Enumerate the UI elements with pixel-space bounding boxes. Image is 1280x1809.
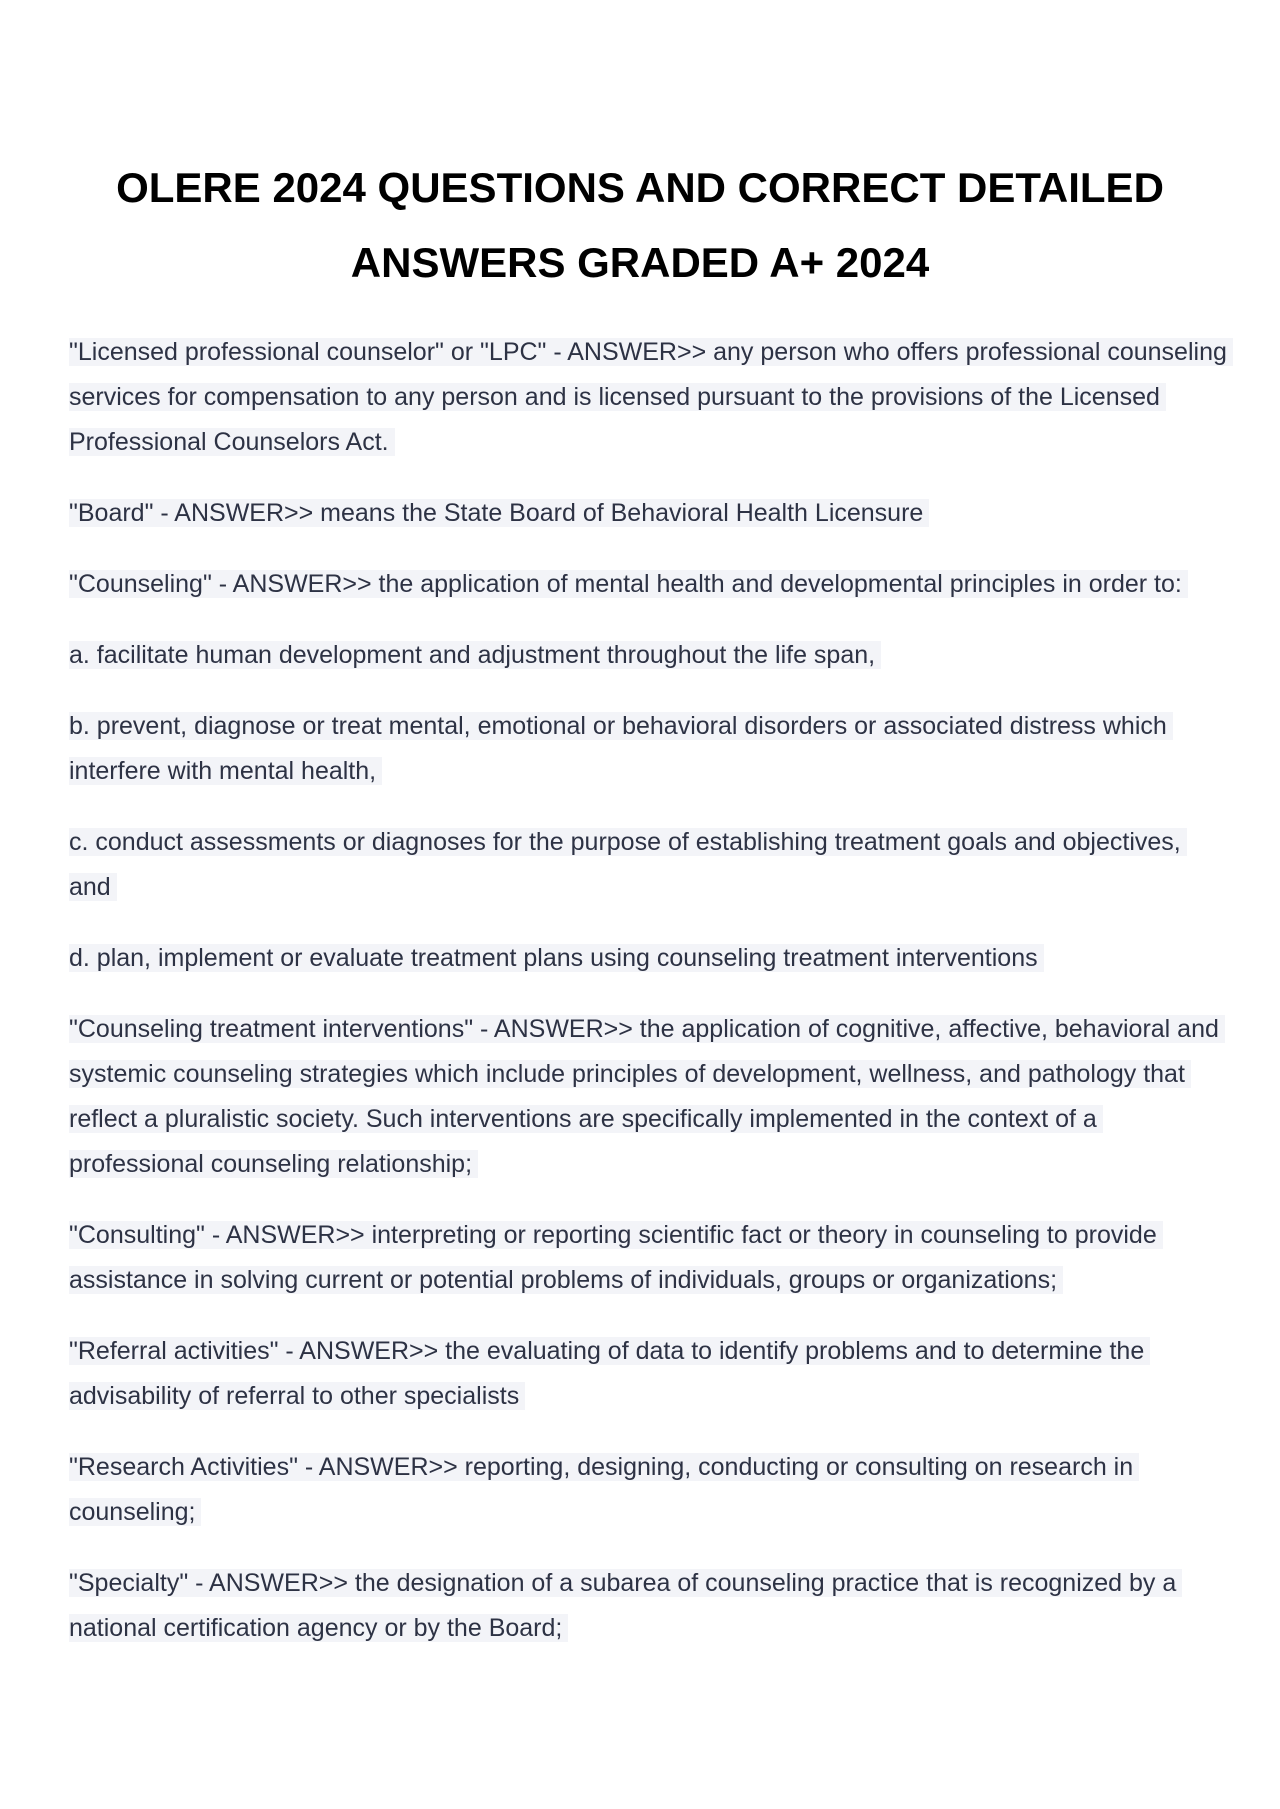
qa-text: "Licensed professional counselor" or "LPC" - ANSWER>> any person who offers professional counseling services for compensation to any person and is licensed pursuant to the provisions of the Licensed Professional Counselors Act.	[69, 338, 1233, 456]
qa-item-board	[69, 491, 1229, 536]
qa-item-referral	[69, 1329, 1229, 1419]
qa-text: "Board" - ANSWER>> means the State Board of Behavioral Health Licensure	[69, 499, 929, 527]
document-title	[60, 150, 1220, 300]
list-item-text: c. conduct assessments or diagnoses for the purpose of establishing treatment goals and objectives, and	[69, 828, 1187, 901]
qa-item-research	[69, 1445, 1229, 1535]
qa-text: "Specialty" - ANSWER>> the designation of a subarea of counseling practice that is recognized by a national certification agency or by the Board;	[69, 1569, 1182, 1642]
qa-item-treatment-interventions	[69, 1007, 1229, 1187]
qa-item-consulting	[69, 1213, 1229, 1303]
list-item-text: b. prevent, diagnose or treat mental, emotional or behavioral disorders or associated distress which interfere with mental health,	[69, 712, 1173, 785]
qa-text: "Counseling" - ANSWER>> the application of mental health and developmental principles in order to:	[69, 570, 1188, 598]
qa-content	[69, 330, 1229, 1677]
title-line-1: OLERE 2024 QUESTIONS AND CORRECT DETAILED	[116, 164, 1164, 211]
list-item-d	[69, 936, 1229, 981]
qa-item-counseling	[69, 562, 1229, 607]
qa-item-lpc	[69, 330, 1229, 465]
list-item-b	[69, 704, 1229, 794]
qa-item-specialty	[69, 1561, 1229, 1651]
qa-text: "Research Activities" - ANSWER>> reporting, designing, conducting or consulting on research in counseling;	[69, 1453, 1139, 1526]
list-item-text: a. facilitate human development and adjustment throughout the life span,	[69, 641, 881, 669]
title-line-2: ANSWERS GRADED A+ 2024	[350, 239, 930, 286]
list-item-c	[69, 820, 1229, 910]
list-item-text: d. plan, implement or evaluate treatment plans using counseling treatment interventions	[69, 944, 1044, 972]
qa-text: "Referral activities" - ANSWER>> the evaluating of data to identify problems and to determine the advisability of referral to other specialists	[69, 1337, 1150, 1410]
qa-text: "Counseling treatment interventions" - ANSWER>> the application of cognitive, affective, behavioral and systemic counseling strategies which include principles of development, wellness, and pathology that reflect a pluralistic society. Such interventions are specifically implemented in the context of a professional counseling relationship;	[69, 1015, 1225, 1178]
qa-text: "Consulting" - ANSWER>> interpreting or reporting scientific fact or theory in counseling to provide assistance in solving current or potential problems of individuals, groups or organizations;	[69, 1221, 1163, 1294]
list-item-a	[69, 633, 1229, 678]
